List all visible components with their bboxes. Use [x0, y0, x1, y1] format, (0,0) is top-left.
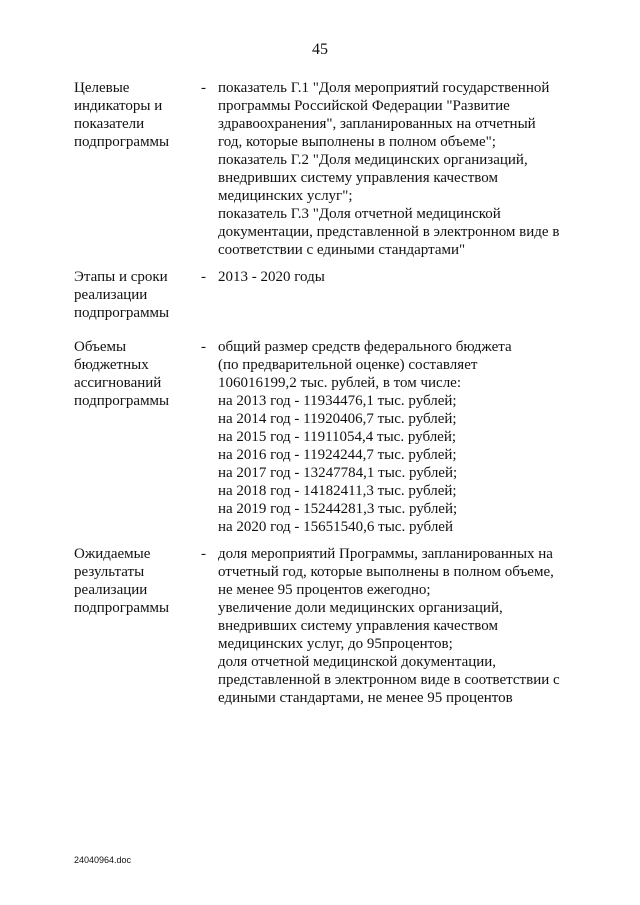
content-line: показатель Г.2 "Доля медицинских организаций,	[218, 152, 528, 168]
content-line: на 2017 год - 13247784,1 тыс. рублей;	[218, 465, 458, 481]
dash-separator: -	[201, 546, 206, 562]
section-content	[218, 545, 578, 707]
section-label	[74, 268, 194, 322]
content-line: 106016199,2 тыс. рублей, в том числе:	[218, 375, 462, 391]
content-line: на 2018 год - 14182411,3 тыс. рублей;	[218, 483, 457, 499]
footer-filename: 24040964.doc	[74, 855, 132, 865]
content-line: на 2013 год - 11934476,1 тыс. рублей;	[218, 393, 457, 409]
content-line: увеличение доли медицинских организаций,	[218, 600, 503, 616]
section-label	[74, 79, 194, 151]
label-line: Ожидаемые	[74, 546, 151, 562]
content-line: на 2020 год - 15651540,6 тыс. рублей	[218, 519, 453, 535]
content-line: на 2019 год - 15244281,3 тыс. рублей;	[218, 501, 458, 517]
content-line: на 2016 год - 11924244,7 тыс. рублей;	[218, 447, 457, 463]
label-line: показатели	[74, 116, 145, 132]
section-label	[74, 338, 194, 410]
content-line: едиными стандартами, не менее 95 процентов	[218, 690, 513, 706]
section-content	[218, 79, 578, 259]
content-line: показатель Г.1 "Доля мероприятий государственной	[218, 80, 550, 96]
content-line: год, которые выполнены в полном объеме";	[218, 134, 496, 150]
content-line: на 2015 год - 11911054,4 тыс. рублей;	[218, 429, 457, 445]
content-line: доля отчетной медицинской документации,	[218, 654, 497, 670]
content-line: показатель Г.3 "Доля отчетной медицинской	[218, 206, 501, 222]
label-line: индикаторы и	[74, 98, 163, 114]
content-line: внедривших систему управления качеством	[218, 618, 498, 634]
content-line: представленной в электронном виде в соответствии с	[218, 672, 560, 688]
content-line: медицинских услуг";	[218, 188, 353, 204]
content-line: медицинских услуг, до 95процентов;	[218, 636, 453, 652]
section-content	[218, 338, 578, 536]
content-line: отчетный год, которые выполнены в полном объеме,	[218, 564, 554, 580]
label-line: ассигнований	[74, 375, 162, 391]
label-line: подпрограммы	[74, 134, 170, 150]
page-number: 45	[312, 41, 328, 58]
content-line: программы Российской Федерации "Развитие	[218, 98, 510, 114]
label-line: Этапы и сроки	[74, 269, 168, 285]
content-line: доля мероприятий Программы, запланированных на	[218, 546, 553, 562]
content-line: соответствии с едиными стандартами"	[218, 242, 466, 258]
label-line: результаты	[74, 564, 145, 580]
content-line: не менее 95 процентов ежегодно;	[218, 582, 431, 598]
content-line: на 2014 год - 11920406,7 тыс. рублей;	[218, 411, 457, 427]
label-line: реализации	[74, 582, 148, 598]
label-line: Целевые	[74, 80, 130, 96]
content-line: 2013 - 2020 годы	[218, 269, 325, 285]
label-line: подпрограммы	[74, 305, 170, 321]
section-label	[74, 545, 194, 617]
content-line: здравоохранения", запланированных на отчетный	[218, 116, 536, 132]
label-line: реализации	[74, 287, 148, 303]
label-line: бюджетных	[74, 357, 149, 373]
content-line: (по предварительной оценке) составляет	[218, 357, 478, 373]
label-line: подпрограммы	[74, 393, 170, 409]
content-line: документации, представленной в электронном виде в	[218, 224, 560, 240]
dash-separator: -	[201, 80, 206, 96]
content-line: общий размер средств федерального бюджета	[218, 339, 512, 355]
section-content	[218, 268, 578, 286]
label-line: подпрограммы	[74, 600, 170, 616]
dash-separator: -	[201, 269, 206, 285]
label-line: Объемы	[74, 339, 127, 355]
content-line: внедривших систему управления качеством	[218, 170, 498, 186]
dash-separator: -	[201, 339, 206, 355]
